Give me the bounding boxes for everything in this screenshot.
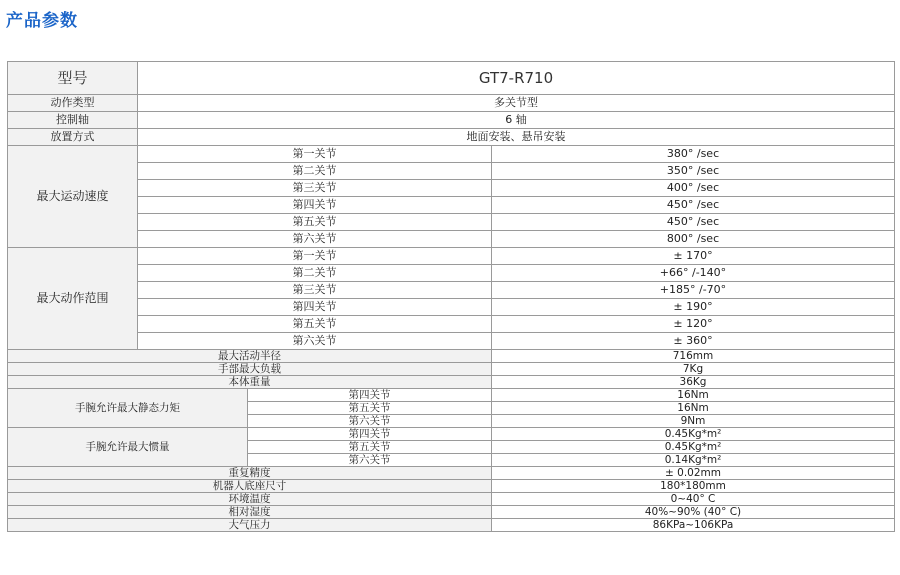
joint-label: 第五关节 (138, 316, 492, 333)
spec-label: 大气压力 (8, 519, 492, 532)
joint-label: 第六关节 (138, 333, 492, 350)
joint-label: 第三关节 (138, 180, 492, 197)
joint-label: 第四关节 (138, 197, 492, 214)
spec-label: 重复精度 (8, 467, 492, 480)
table-row (8, 163, 895, 180)
table-row (8, 248, 895, 265)
joint-label: 第四关节 (248, 428, 492, 441)
spec-label: 相对湿度 (8, 506, 492, 519)
table-row (8, 376, 895, 389)
spec-label: 机器人底座尺寸 (8, 480, 492, 493)
table-row (8, 316, 895, 333)
joint-value: ± 170° (492, 248, 895, 265)
spec-label: 本体重量 (8, 376, 492, 389)
spec-value: 40%~90% (40° C) (492, 506, 895, 519)
spec-value: 6 轴 (138, 112, 895, 129)
model-value: GT7-R710 (138, 62, 895, 95)
joint-label: 第一关节 (138, 248, 492, 265)
speed-group-label: 最大运动速度 (8, 146, 138, 248)
joint-value: 400° /sec (492, 180, 895, 197)
inertia-group-label: 手腕允许最大惯量 (8, 428, 248, 467)
table-row (8, 389, 895, 402)
joint-label: 第四关节 (138, 299, 492, 316)
table-row (8, 493, 895, 506)
joint-label: 第六关节 (248, 454, 492, 467)
spec-label: 控制轴 (8, 112, 138, 129)
table-row (8, 480, 895, 493)
spec-table (7, 61, 895, 532)
joint-value: ± 360° (492, 333, 895, 350)
joint-label: 第三关节 (138, 282, 492, 299)
joint-value: 800° /sec (492, 231, 895, 248)
spec-label: 动作类型 (8, 95, 138, 112)
joint-value: 9Nm (492, 415, 895, 428)
joint-label: 第二关节 (138, 265, 492, 282)
spec-value: 86KPa~106KPa (492, 519, 895, 532)
joint-label: 第六关节 (248, 415, 492, 428)
joint-value: 16Nm (492, 389, 895, 402)
spec-label: 最大活动半径 (8, 350, 492, 363)
joint-value: 350° /sec (492, 163, 895, 180)
joint-value: 0.45Kg*m² (492, 441, 895, 454)
table-row (8, 519, 895, 532)
joint-value: 16Nm (492, 402, 895, 415)
spec-value: 716mm (492, 350, 895, 363)
joint-value: ± 190° (492, 299, 895, 316)
spec-value: 7Kg (492, 363, 895, 376)
table-row (8, 299, 895, 316)
table-row (8, 62, 895, 95)
joint-value: 0.45Kg*m² (492, 428, 895, 441)
joint-value: 380° /sec (492, 146, 895, 163)
joint-value: 450° /sec (492, 214, 895, 231)
table-row (8, 506, 895, 519)
joint-value: 0.14Kg*m² (492, 454, 895, 467)
spec-value: 180*180mm (492, 480, 895, 493)
table-row (8, 333, 895, 350)
model-label: 型号 (8, 62, 138, 95)
spec-value: 多关节型 (138, 95, 895, 112)
joint-label: 第五关节 (248, 402, 492, 415)
table-row (8, 467, 895, 480)
table-row (8, 214, 895, 231)
spec-value: ± 0.02mm (492, 467, 895, 480)
joint-label: 第一关节 (138, 146, 492, 163)
table-row (8, 95, 895, 112)
table-row (8, 265, 895, 282)
table-row (8, 112, 895, 129)
joint-value: ± 120° (492, 316, 895, 333)
spec-label: 手部最大负载 (8, 363, 492, 376)
table-row (8, 350, 895, 363)
table-row (8, 231, 895, 248)
spec-value: 地面安装、悬吊安装 (138, 129, 895, 146)
table-row (8, 180, 895, 197)
table-row (8, 197, 895, 214)
joint-label: 第五关节 (248, 441, 492, 454)
joint-value: +66° /-140° (492, 265, 895, 282)
spec-label: 放置方式 (8, 129, 138, 146)
torque-group-label: 手腕允许最大静态力矩 (8, 389, 248, 428)
joint-label: 第六关节 (138, 231, 492, 248)
spec-value: 36Kg (492, 376, 895, 389)
table-row (8, 428, 895, 441)
page-title: 产品参数 (6, 11, 78, 31)
spec-label: 环境温度 (8, 493, 492, 506)
joint-value: +185° /-70° (492, 282, 895, 299)
joint-label: 第四关节 (248, 389, 492, 402)
range-group-label: 最大动作范围 (8, 248, 138, 350)
table-row (8, 282, 895, 299)
table-row (8, 146, 895, 163)
table-row (8, 363, 895, 376)
joint-label: 第二关节 (138, 163, 492, 180)
joint-value: 450° /sec (492, 197, 895, 214)
joint-label: 第五关节 (138, 214, 492, 231)
spec-value: 0~40° C (492, 493, 895, 506)
table-row (8, 129, 895, 146)
